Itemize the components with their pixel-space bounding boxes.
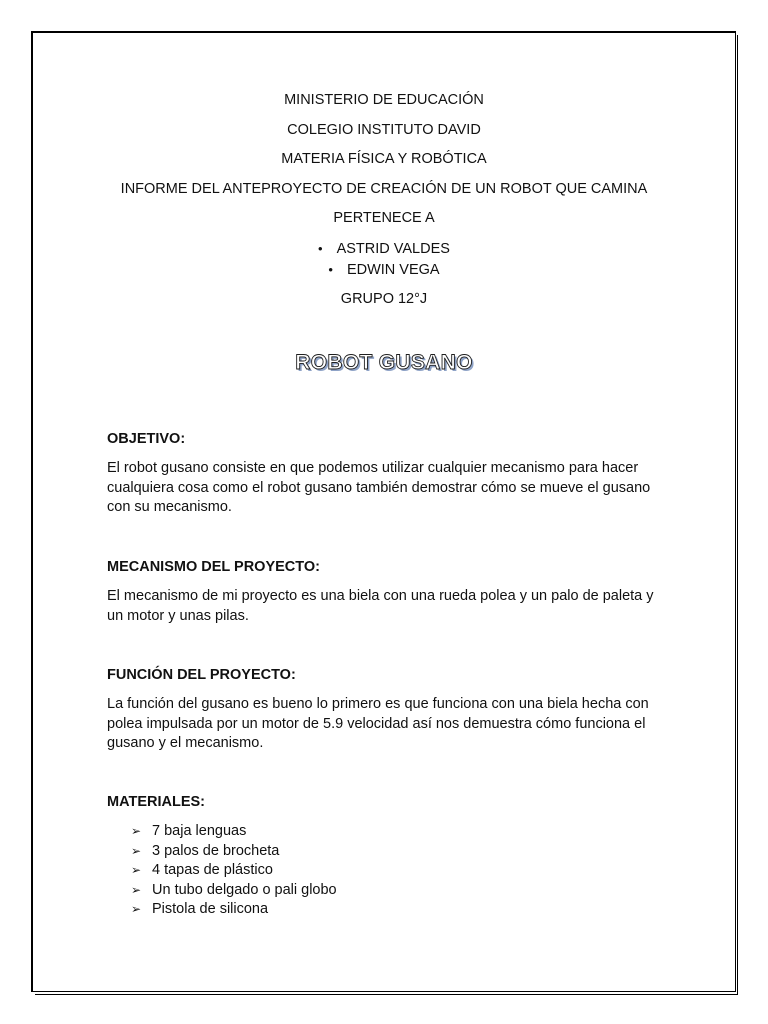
list-item bbox=[131, 881, 337, 901]
arrow-bullet-icon: ➢ bbox=[131, 902, 142, 916]
list-item bbox=[131, 822, 337, 842]
mechanism-heading: MECANISMO DEL PROYECTO: bbox=[107, 559, 320, 575]
list-item bbox=[131, 861, 337, 881]
list-item bbox=[131, 842, 337, 862]
belongs-to-line: PERTENECE A bbox=[333, 210, 435, 226]
group-line: GRUPO 12°J bbox=[340, 291, 428, 307]
list-item bbox=[131, 900, 337, 920]
function-body: La función del gusano es bueno lo primero es que funciona con una biela hecha con polea impulsada por un motor de 5.9 velocidad así nos demuestra cómo funciona el gusano y el mecanismo. bbox=[107, 696, 649, 751]
material-label: 7 baja lenguas bbox=[152, 823, 247, 839]
objective-heading: OBJETIVO: bbox=[107, 431, 186, 447]
materials-heading: MATERIALES: bbox=[107, 794, 206, 810]
arrow-bullet-icon: ➢ bbox=[131, 843, 142, 858]
school-line: COLEGIO INSTITUTO DAVID bbox=[287, 122, 481, 138]
member-item bbox=[0, 240, 768, 258]
document-title: ROBOT GUSANO bbox=[295, 351, 473, 374]
mechanism-body: El mecanismo de mi proyecto es una biela con una rueda polea y un palo de paleta y un motor y unas pilas. bbox=[107, 588, 654, 624]
arrow-bullet-icon: ➢ bbox=[131, 882, 142, 897]
arrow-bullet-icon: ➢ bbox=[131, 824, 142, 838]
material-label: 3 palos de brocheta bbox=[152, 842, 280, 859]
arrow-bullet-icon: ➢ bbox=[131, 863, 142, 877]
subject-line: MATERIA FÍSICA Y ROBÓTICA bbox=[281, 151, 487, 167]
objective-body: El robot gusano consiste en que podemos utilizar cualquier mecanismo para hacer cualquiera cosa como el robot gusano también demostrar cómo se mueve el gusano con su mecanismo. bbox=[107, 460, 651, 515]
bullet-icon: • bbox=[318, 241, 323, 256]
material-label: Pistola de silicona bbox=[152, 901, 269, 917]
bullet-icon: • bbox=[328, 262, 333, 277]
ministry-line: MINISTERIO DE EDUCACIÓN bbox=[284, 92, 484, 108]
materials-list bbox=[131, 822, 337, 920]
member-name: ASTRID VALDES bbox=[336, 241, 450, 257]
report-line: INFORME DEL ANTEPROYECTO DE CREACIÓN DE UN ROBOT QUE CAMINA bbox=[120, 181, 648, 197]
function-heading: FUNCIÓN DEL PROYECTO: bbox=[107, 667, 296, 683]
member-name: EDWIN VEGA bbox=[346, 262, 440, 278]
material-label: 4 tapas de plástico bbox=[152, 862, 273, 878]
material-label: Un tubo delgado o pali globo bbox=[152, 881, 337, 898]
member-item bbox=[0, 261, 768, 279]
